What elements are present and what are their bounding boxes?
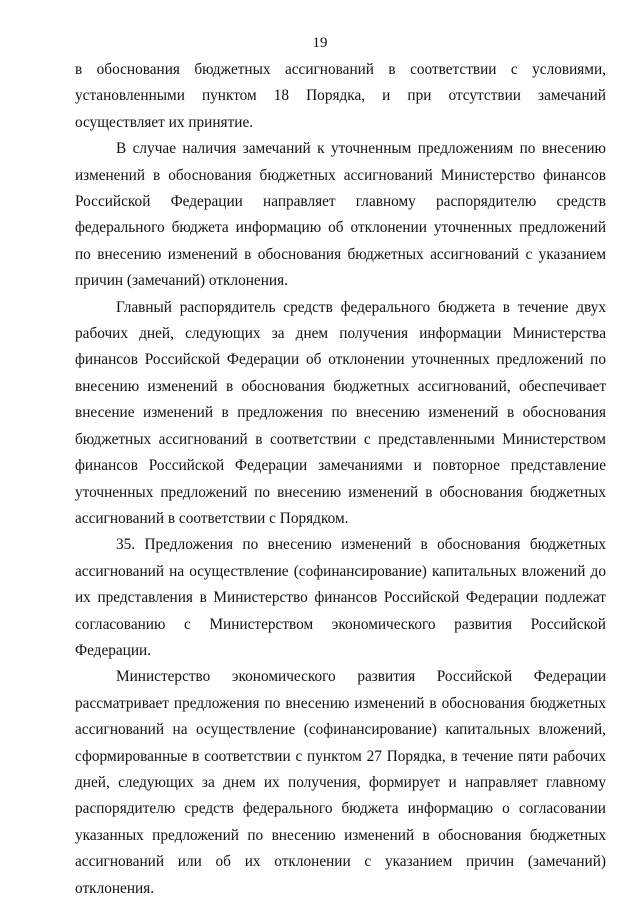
paragraph-chief-manager: Главный распорядитель средств федерального бюджета в течение двух рабочих дней, следующих за днем получения информации Министерства финансов Российской Федерации об отклонении уточненных предложений по внесению изменений в обоснования бюджетных ассигнований, обеспечивает внесение изменений в предложения по внесению изменений в обоснования бюджетных ассигнований в соответствии с представленными Министерством финансов Российской Федерации замечаниями и повторное представление уточненных предложений по внесению изменений в обоснования бюджетных ассигнований в соответствии с Порядком.	[75, 298, 606, 527]
paragraph-continuation: в обоснования бюджетных ассигнований в соответствии с условиями, установленными пунктом 18 Порядка, и при отсутствии замечаний осуществляет их принятие.	[75, 61, 606, 131]
paragraph-remarks: В случае наличия замечаний к уточненным предложениям по внесению изменений в обоснования бюджетных ассигнований Министерство финансов Российской Федерации направляет главному распорядителю средств федерального бюджета информацию об отклонении уточненных предложений по внесению изменений в обоснования бюджетных ассигнований с указанием причин (замечаний) отклонения.	[75, 140, 606, 290]
paragraph-clause-35: 35. Предложения по внесению изменений в обоснования бюджетных ассигнований на осуществление (софинансирование) капитальных вложений до их представления в Министерство финансов Российской Федерации подлежат согласованию с Министерством экономического развития Российской Федерации.	[75, 536, 606, 659]
page-number: 19	[312, 35, 328, 51]
document-body	[75, 57, 606, 902]
paragraph-ministry-review: Министерство экономического развития Российской Федерации рассматривает предложения по внесению изменений в обоснования бюджетных ассигнований на осуществление (софинансирование) капитальных вложений, сформированные в соответствии с пунктом 27 Порядка, в течение пяти рабочих дней, следующих за днем их получения, формирует и направляет главному распорядителю средств федерального бюджета информацию о согласовании указанных предложений по внесению изменений в обоснования бюджетных ассигнований или об их отклонении с указанием причин (замечаний) отклонения.	[75, 668, 606, 897]
